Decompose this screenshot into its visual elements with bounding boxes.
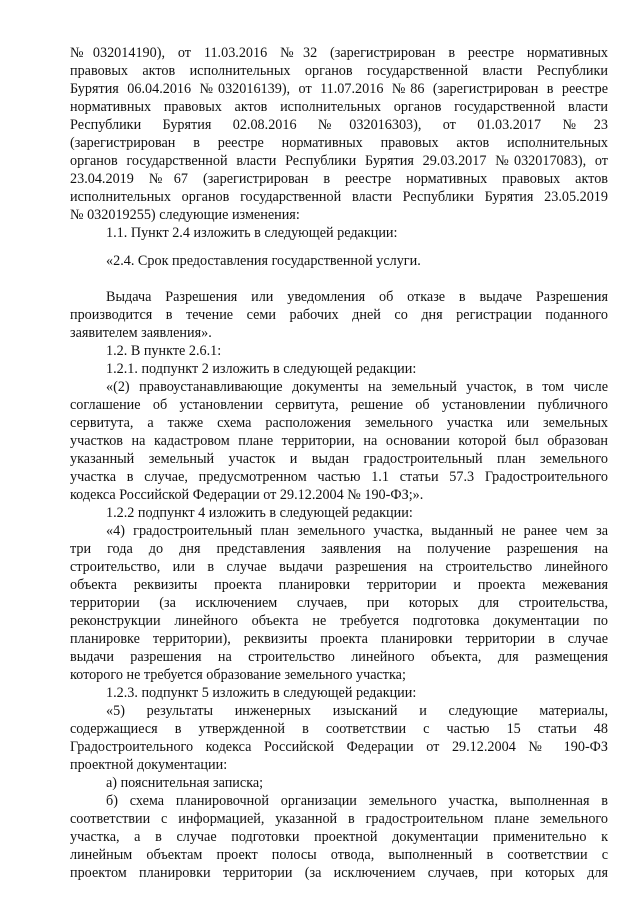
text-line: Бурятия 06.04.2016 №032016139), от 11.07.2016 №86 (зарегистрирован в реестре bbox=[70, 81, 608, 97]
paragraph-heading: 1.2. В пункте 2.6.1: bbox=[106, 343, 222, 359]
text-line: Республики Бурятия 02.08.2016 №032016303), от 01.03.2017 №23 bbox=[70, 117, 608, 133]
text-line: содержащиеся в утвержденной в соответствии с частью 15 статьи 48 bbox=[70, 721, 608, 737]
text-line: проектной документации: bbox=[70, 757, 228, 773]
text-line: соответствии с информацией, указанной в градостроительном плане земельного bbox=[70, 811, 608, 827]
text-line: исполнительных органов государственной власти Республики Бурятия 23.05.2019 bbox=[70, 189, 608, 205]
text-line: планировке территории), реквизиты проекта планировки территории в случае bbox=[70, 631, 608, 647]
text-line: нормативных правовых актов исполнительных органов государственной власти bbox=[70, 99, 608, 115]
paragraph-heading: 1.1. Пункт 2.4 изложить в следующей редакции: bbox=[106, 225, 398, 241]
text-line: Градостроительного кодекса Российской Федерации от 29.12.2004 № 190-ФЗ bbox=[70, 739, 608, 755]
text-line: №032014190), от 11.03.2016 №32 (зарегистрирован в реестре нормативных bbox=[70, 45, 608, 61]
text-line: три года до дня представления заявления на получение разрешения на bbox=[70, 541, 608, 557]
text-line: кодекса Российской Федерации от 29.12.2004 № 190-ФЗ;». bbox=[70, 487, 424, 503]
text-line: № 032019255) следующие изменения: bbox=[70, 207, 300, 223]
text-line: «4) градостроительный план земельного участка, выданный не ранее чем за bbox=[106, 523, 608, 539]
text-line: участка в случае, предусмотренном частью 1.1 статьи 57.3 Градостроительного bbox=[70, 469, 608, 485]
text-line: территории (за исключением случаев, при которых для строительства, bbox=[70, 595, 608, 611]
text-line: участков на кадастровом плане территории, на основании которой был образован bbox=[70, 433, 608, 449]
text-line: выдачи разрешения на строительство линейного объекта, для размещения bbox=[70, 649, 608, 665]
list-item: б) схема планировочной организации земельного участка, выполненная в bbox=[106, 793, 608, 809]
section-title: «2.4. Срок предоставления государственной услуги. bbox=[106, 253, 421, 269]
text-line: Выдача Разрешения или уведомления об отказе в выдаче Разрешения bbox=[106, 289, 608, 305]
text-line: сервитута, а также схема расположения земельного участка или земельных bbox=[70, 415, 608, 431]
text-line: заявителем заявления». bbox=[70, 325, 212, 341]
text-line: участка, а в случае подготовки проектной документации применительно к bbox=[70, 829, 608, 845]
text-line: «5) результаты инженерных изысканий и следующие материалы, bbox=[106, 703, 608, 719]
text-line: «(2) правоустанавливающие документы на земельный участок, в том числе bbox=[106, 379, 608, 395]
paragraph-heading: 1.2.3. подпункт 5 изложить в следующей редакции: bbox=[106, 685, 417, 701]
text-line: проектом планировки территории (за исключением случаев, при которых для bbox=[70, 865, 608, 881]
text-line: указанный земельный участок и выдан градостроительный план земельного bbox=[70, 451, 608, 467]
text-line: (зарегистрирован в реестре нормативных правовых актов исполнительных bbox=[70, 135, 608, 151]
text-line: 23.04.2019 №67 (зарегистрирован в реестре нормативных правовых актов bbox=[70, 171, 608, 187]
text-line: производится в течение семи рабочих дней со дня регистрации поданного bbox=[70, 307, 608, 323]
text-line: правовых актов исполнительных органов государственной власти Республики bbox=[70, 63, 608, 79]
text-line: линейным объектам проект полосы отвода, выполненный в соответствии с bbox=[70, 847, 608, 863]
paragraph-heading: 1.2.1. подпункт 2 изложить в следующей редакции: bbox=[106, 361, 417, 377]
text-line: реконструкции линейного объекта не требуется подготовка документации по bbox=[70, 613, 608, 629]
list-item: а) пояснительная записка; bbox=[106, 775, 264, 791]
text-line: строительство, или в случае выдачи разрешения на строительство линейного bbox=[70, 559, 608, 575]
paragraph-heading: 1.2.2 подпункт 4 изложить в следующей редакции: bbox=[106, 505, 413, 521]
text-line: соглашение об установлении сервитута, решение об установлении публичного bbox=[70, 397, 608, 413]
text-line: которого не требуется образование земельного участка; bbox=[70, 667, 406, 683]
text-line: объекта реквизиты проекта планировки территории и проекта межевания bbox=[70, 577, 608, 593]
text-line: органов государственной власти Республики Бурятия 29.03.2017 №032017083), от bbox=[70, 153, 608, 169]
